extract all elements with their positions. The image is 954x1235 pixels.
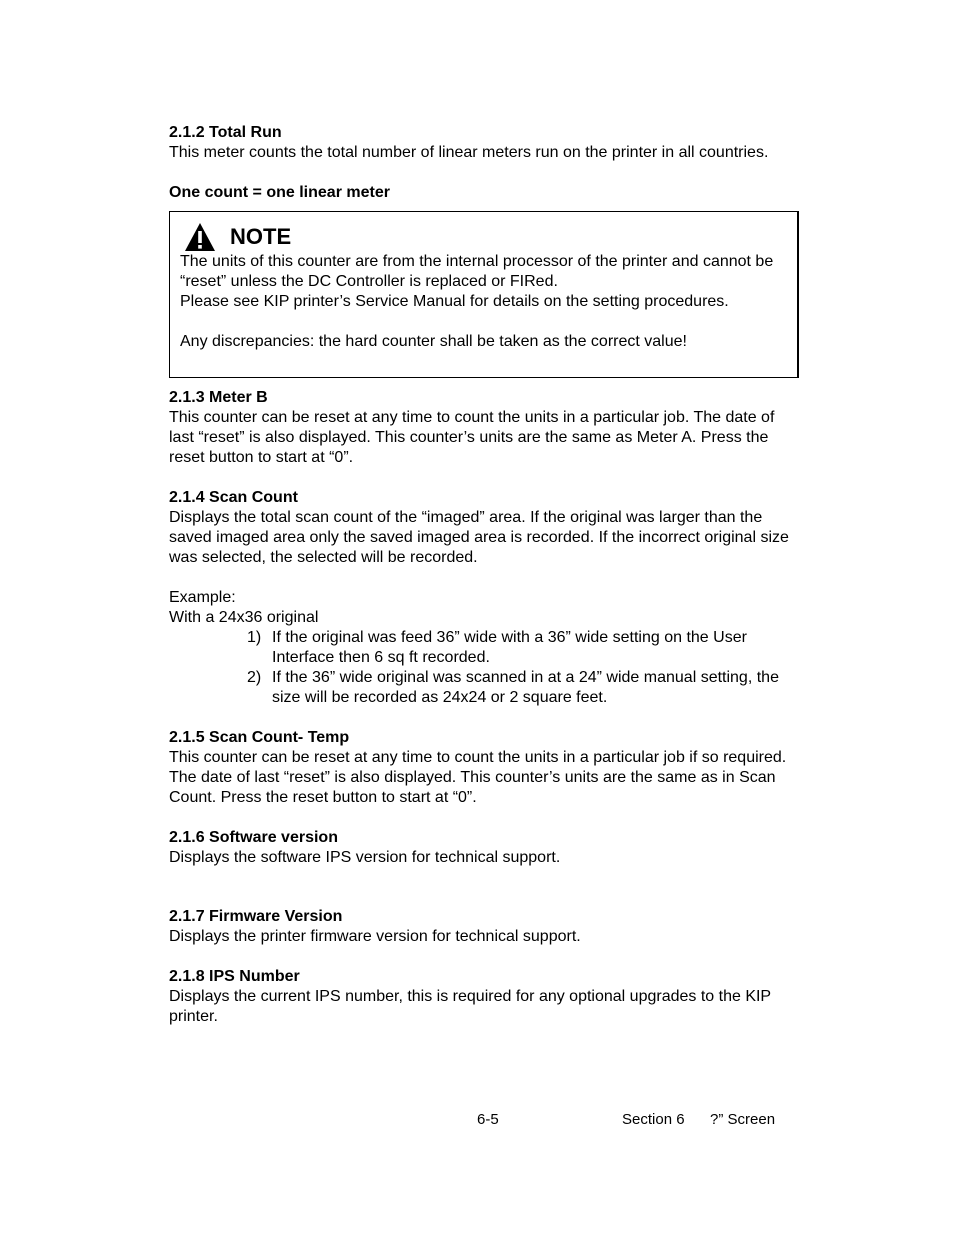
paragraph-software-version: Displays the software IPS version for technical support. (169, 849, 561, 866)
heading-scan-count: 2.1.4 Scan Count (169, 489, 298, 506)
paragraph-scan-count: Displays the total scan count of the “imaged” area. If the original was larger than the saved imaged area only the saved imaged area is recorded. If the incorrect original size was selected, the selected will be recorded. (169, 509, 789, 566)
list-item-number: 2) (247, 669, 262, 686)
emphasis-one-count: One count = one linear meter (169, 184, 390, 201)
document-page (169, 123, 799, 1027)
paragraph-meter-b: This counter can be reset at any time to count the units in a particular job. The date of last “reset” is also displayed. This counter’s units are the same as Meter A. Press the reset button to start at “0”. (169, 409, 775, 466)
list-item (247, 628, 799, 668)
note-title-row (180, 222, 787, 252)
list-item (247, 668, 799, 708)
page-footer (0, 1110, 954, 1130)
page-number: 6-5 (477, 1111, 499, 1128)
footer-screen-label: ?” Screen (710, 1111, 776, 1128)
paragraph-ips-number: Displays the current IPS number, this is required for any optional upgrades to the KIP printer. (169, 988, 771, 1025)
list-item-text: If the 36” wide original was scanned in at a 24” wide manual setting, the size will be recorded as 24x24 or 2 square feet. (272, 669, 779, 706)
example-label: Example: (169, 589, 236, 606)
paragraph-scan-count-temp: This counter can be reset at any time to count the units in a particular job if so required. The date of last “reset” is also displayed. This counter’s units are the same as in Scan Count. Press the reset button to start at “0”. (169, 749, 787, 806)
heading-total-run: 2.1.2 Total Run (169, 124, 282, 141)
note-line-3: Any discrepancies: the hard counter shall be taken as the correct value! (180, 333, 687, 350)
note-box (169, 211, 799, 378)
note-line-1: The units of this counter are from the internal processor of the printer and cannot be “reset” unless the DC Controller is replaced or FIRed. (180, 253, 774, 290)
warning-triangle-icon (184, 222, 216, 252)
heading-meter-b: 2.1.3 Meter B (169, 389, 268, 406)
example-intro: With a 24x36 original (169, 609, 319, 626)
example-list (169, 628, 799, 708)
heading-ips-number: 2.1.8 IPS Number (169, 968, 300, 985)
footer-section-label: Section 6 (622, 1111, 685, 1128)
note-line-2: Please see KIP printer’s Service Manual for details on the setting procedures. (180, 293, 729, 310)
heading-software-version: 2.1.6 Software version (169, 829, 338, 846)
paragraph-firmware-version: Displays the printer firmware version for technical support. (169, 928, 581, 945)
paragraph-total-run: This meter counts the total number of linear meters run on the printer in all countries. (169, 144, 769, 161)
heading-firmware-version: 2.1.7 Firmware Version (169, 908, 343, 925)
list-item-number: 1) (247, 629, 262, 646)
note-title: NOTE (230, 224, 292, 249)
list-item-text: If the original was feed 36” wide with a 36” wide setting on the User Interface then 6 sq ft recorded. (272, 629, 747, 666)
heading-scan-count-temp: 2.1.5 Scan Count- Temp (169, 729, 350, 746)
